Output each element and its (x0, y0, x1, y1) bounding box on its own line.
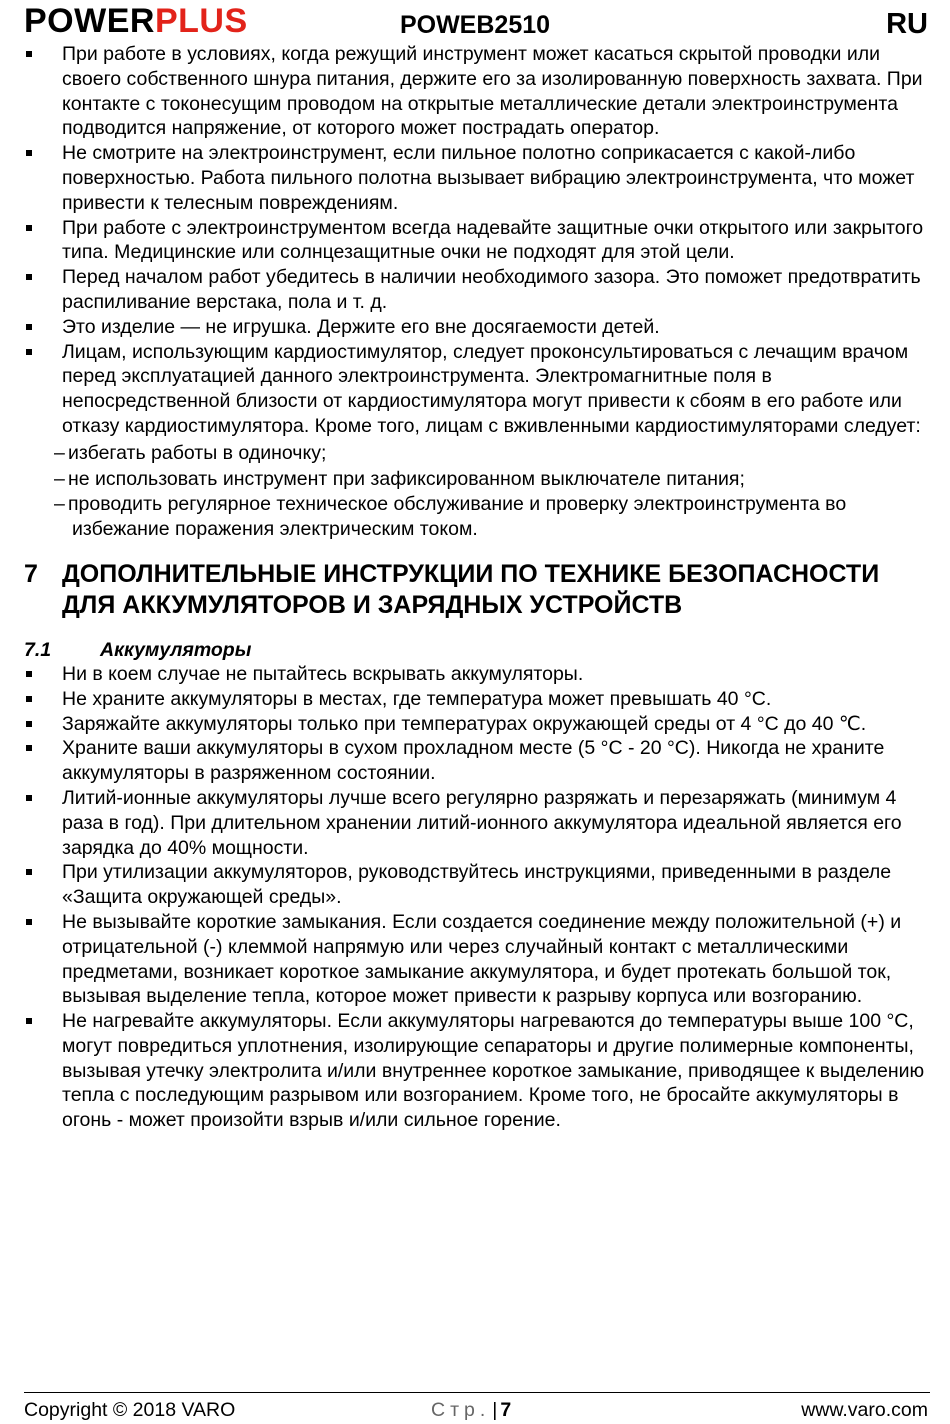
copyright-text: Copyright © 2018 VARO (24, 1399, 236, 1421)
list-item: Литий-ионные аккумуляторы лучше всего регулярно разряжать и перезаряжать (минимум 4 раза в год). При длительном хранении литий-ионного аккумулятора идеальной является его зарядка до 40% мощности. (62, 786, 902, 859)
list-item: Не вызывайте короткие замыкания. Если создается соединение между положительной (+) и отрицательной (-) клеммой напрямую или через случайный контакт с металлическими предметами, возникает короткое замыкание аккумулятора, и будет протекать большой ток, вызывая выделение тепла, которое может привести к разрыву корпуса или возгоранию. (62, 910, 902, 1008)
model-number: POWEB2510 (399, 11, 551, 39)
logo-plus-text: PLUS (154, 2, 248, 40)
section-title: ДОПОЛНИТЕЛЬНЫЕ ИНСТРУКЦИИ ПО ТЕХНИКЕ БЕЗОПАСНОСТИ ДЛЯ АККУМУЛЯТОРОВ И ЗАРЯДНЫХ УСТРОЙСТВ (62, 559, 880, 619)
pacemaker-dash-list (24, 441, 930, 542)
list-item: – избегать работы в одиночку; (54, 441, 327, 464)
list-item: Ни в коем случае не пытайтесь вскрывать аккумуляторы. (62, 662, 584, 685)
section-number: 7 (24, 559, 38, 588)
subsection-heading (24, 638, 930, 662)
list-item: Это изделие — не игрушка. Держите его вне досягаемости детей. (62, 315, 660, 338)
page-indicator (431, 1397, 511, 1423)
list-item: Лицам, использующим кардиостимулятор, следует проконсультироваться с лечащим врачом перед эксплуатацией данного электроинструмента. Электромагнитные поля в непосредственной близости от кардиостимулятора могут привести к сбоям в его работе или отказу кардиостимулятора. Кроме того, лицам с вживленными кардиостимуляторами следует: (62, 340, 921, 437)
dash-icon: – (54, 467, 65, 490)
page-separator: | (492, 1399, 498, 1421)
footer-divider (24, 1392, 930, 1393)
list-item: Перед началом работ убедитесь в наличии необходимого зазора. Это поможет предотвратить распиливание верстака, пола и т. д. (62, 266, 921, 313)
website-text: www.varo.com (801, 1399, 928, 1421)
subsection-number: 7.1 (24, 638, 52, 661)
section-heading (24, 559, 930, 621)
page-footer (24, 1397, 930, 1423)
logo-power-text: POWER (24, 2, 155, 40)
document-body (24, 42, 930, 1133)
list-item: Не храните аккумуляторы в местах, где температура может превышать 40 °C. (62, 687, 772, 710)
list-item: Заряжайте аккумуляторы только при температурах окружающей среды от 4 °C до 40 ℃. (62, 712, 867, 735)
page-header (0, 0, 950, 44)
subsection-title: Аккумуляторы (100, 638, 252, 661)
list-item: При работе в условиях, когда режущий инструмент может касаться скрытой проводки или своего собственного шнура питания, держите его за изолированную поверхность захвата. При контакте с токонесущим проводом на открытые металлические детали электроинструмента подводится напряжение, от которого может пострадать оператор. (62, 43, 923, 140)
list-item: Храните ваши аккумуляторы в сухом прохладном месте (5 °C - 20 °C). Никогда не храните аккумуляторы в разряженном состоянии. (62, 737, 885, 785)
dash-icon: – (54, 441, 65, 464)
list-item: При утилизации аккумуляторов, руководствуйтесь инструкциями, приведенными в разделе «Защита окружающей среды». (62, 861, 892, 909)
list-item: Не нагревайте аккумуляторы. Если аккумуляторы нагреваются до температуры выше 100 °C, могут повредиться уплотнения, изолирующие сепараторы и другие полимерные компоненты, вызывая утечку электролита и/или внутреннее короткое замыкание, приводящее к выделению тепла с последующим разрывом или возгоранием. Кроме того, не бросайте аккумуляторы в огонь - может произойти взрыв и/или сильное горение. (62, 1010, 925, 1132)
list-item: – не использовать инструмент при зафиксированном выключателе питания; (54, 467, 745, 490)
dash-icon: – (54, 493, 65, 516)
safety-bullet-list (24, 42, 930, 439)
list-item: Не смотрите на электроинструмент, если пильное полотно соприкасается с какой-либо поверхностью. Работа пильного полотна вызывает вибрацию электроинструмента, что может привести к телесным повреждениям. (62, 142, 915, 214)
battery-bullet-list (24, 662, 930, 1133)
list-item: – проводить регулярное техническое обслуживание и проверку электроинструмента во избежание поражения электрическим током. (54, 493, 847, 541)
list-item: При работе с электроинструментом всегда надевайте защитные очки открытого или закрытого типа. Медицинские или солнцезащитные очки не подходят для этой цели. (62, 216, 924, 264)
page-number: 7 (500, 1399, 512, 1421)
page-label: Стр. (431, 1399, 491, 1421)
language-code: RU (886, 8, 928, 40)
